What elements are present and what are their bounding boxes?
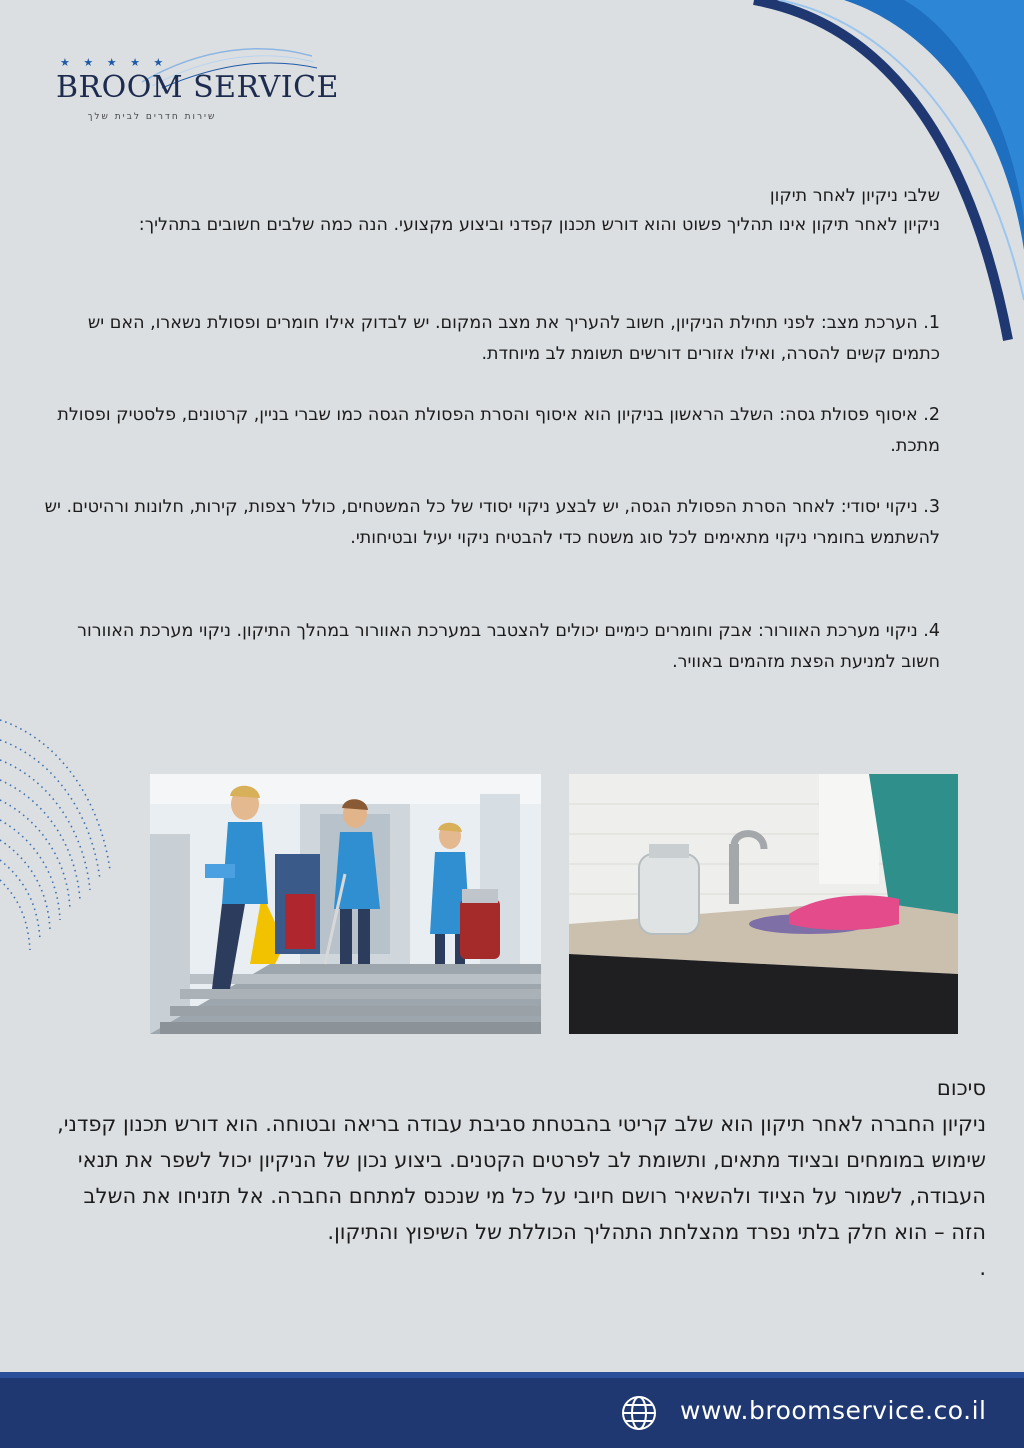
- corner-decoration: [604, 0, 1024, 360]
- step-4: 4. ניקוי מערכת האוורור: אבק וחומרים כימיים יכולים להצטבר במערכת האוורור במהלך התיקון. ניקוי מערכת האוורור חשוב למניעת הפצת מזהמים באוויר.: [77, 621, 940, 672]
- dotted-decoration: [0, 700, 140, 1000]
- step-2: 2. איסוף פסולת גסה: השלב הראשון בניקיון הוא איסוף והסרת הפסולת הגסה כמו שברי בניין, קרטונים, פלסטיק ופסולת מתכת.: [57, 405, 940, 456]
- photo-kitchen-counter: [569, 774, 958, 1034]
- summary-text: ניקיון החברה לאחר תיקון הוא שלב קריטי בהבטחת סביבת עבודה בריאה ובטוחה. הוא דורש תכנון קפדני, שימוש במומחים ובציוד מתאים, ותשומת לב לפרטים הקטנים. ביצוע נכון של הניקיון יכול לשפר את תנאי העבודה, לשמור על הציוד ולהשאיר רושם חיובי על כל מי שנכנס למתחם החברה. אל תזניחו את השלב הזה – הוא חלק בלתי נפרד מהצלחת התהליך הכוללת של השיפוץ והתיקון.: [57, 1112, 986, 1244]
- step-3: 3. ניקוי יסודי: לאחר הסרת הפסולת הגסה, יש לבצע ניקוי יסודי של כל המשטחים, כולל רצפות, קירות, חלונות ורהיטים. יש להשתמש בחומרי ניקוי מתאימים לכל סוג משטח כדי להבטיח ניקוי יעיל ובטיחותי.: [44, 497, 940, 548]
- brand-tagline: שירות חדרים לבית שלך: [87, 112, 217, 122]
- intro-section: [100, 182, 940, 240]
- brand-logo: [52, 52, 339, 132]
- brand-name: BROOM SERVICE: [56, 70, 339, 105]
- summary-title: סיכום: [936, 1076, 986, 1100]
- intro-title: שלבי ניקיון לאחר תיקון: [769, 186, 940, 206]
- logo-stars: ★ ★ ★ ★ ★: [60, 56, 169, 69]
- footer: [0, 1378, 1024, 1448]
- summary-trailing: .: [979, 1256, 986, 1280]
- website-link[interactable]: www.broomservice.co.il: [680, 1396, 987, 1425]
- photo-cleaning-team: [150, 774, 541, 1034]
- summary-section: [46, 1070, 986, 1286]
- step-1: 1. הערכת מצב: לפני תחילת הניקיון, חשוב להעריך את מצב המקום. יש לבדוק אילו חומרים ופסולת נשארו, האם יש כתמים קשים להסרה, ואילו אזורים דורשים תשומת לב מיוחדת.: [87, 313, 940, 364]
- intro-text: ניקיון לאחר תיקון אינו תהליך פשוט והוא דורש תכנון קפדני וביצוע מקצועי. הנה כמה שלבים חשובים בתהליך:: [138, 215, 940, 235]
- globe-icon: [620, 1394, 658, 1432]
